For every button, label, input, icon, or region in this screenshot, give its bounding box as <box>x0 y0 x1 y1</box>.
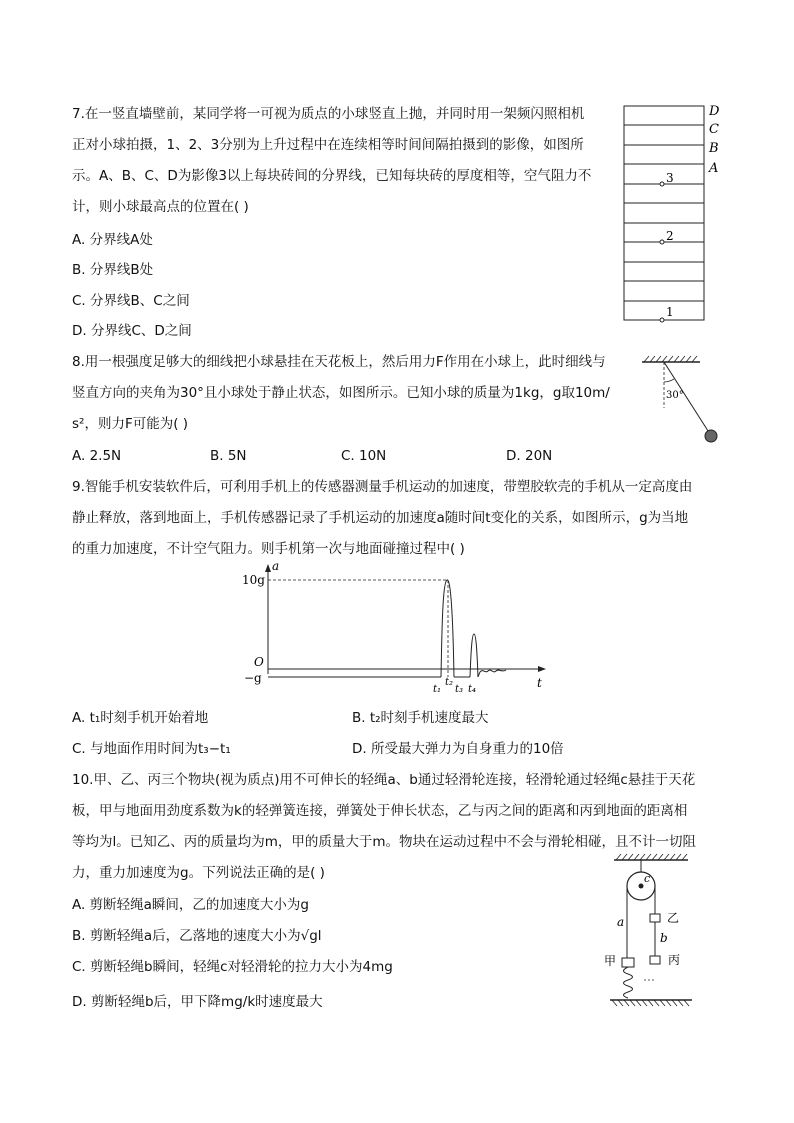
q10-label-jia: 甲 <box>604 954 617 968</box>
q8-line-2: 竖直方向的夹角为30°且小球处于静止状态，如图所示。已知小球的质量为1kg，g取10m/ <box>72 385 610 401</box>
q10-option-b: B. 剪断轻绳a后，乙落地的速度大小为√gl <box>72 928 322 944</box>
q9-tick-t1: t₁ <box>433 684 442 695</box>
q8-angle-label: 30° <box>666 390 684 401</box>
q7-label-a: A <box>709 161 719 176</box>
q7-brick-wall-figure <box>618 100 728 326</box>
q7-label-d: D <box>709 104 720 119</box>
q9-y-tick-neg-g: −g <box>244 671 262 685</box>
q7-image-3-dot <box>660 182 664 186</box>
q10-label-b: b <box>660 931 668 945</box>
q7-image-3-label: 3 <box>666 171 674 185</box>
q8-pendulum-figure <box>636 350 726 450</box>
q10-line-3: 等均为l。已知乙、丙的质量均为m，甲的质量大于m。物块在运动过程中不会与滑轮相碰，且不计一切阻 <box>72 834 697 850</box>
q8-option-c: C. 10N <box>341 448 387 464</box>
q9-option-a: A. t₁时刻手机开始着地 <box>72 710 209 726</box>
q10-option-c: C. 剪断轻绳b瞬间，轻绳c对轻滑轮的拉力大小为4mg <box>72 959 393 975</box>
q7-line-3: 示。A、B、C、D为影像3以上每块砖间的分界线，已知每块砖的厚度相等，空气阻力不 <box>72 168 592 184</box>
q10-label-a: a <box>617 915 625 929</box>
q7-option-d: D. 分界线C、D之间 <box>72 323 192 339</box>
q9-x-axis-label: t <box>537 676 542 690</box>
q8-option-b: B. 5N <box>210 448 247 464</box>
q9-line-1: 9.智能手机安装软件后，可利用手机上的传感器测量手机运动的加速度，带塑胶软壳的手机从一定高度由 <box>72 479 693 495</box>
q10-label-yi: 乙 <box>667 911 680 925</box>
q8-line-3: s²，则力F可能为( ) <box>72 416 189 432</box>
q7-line-4: 计，则小球最高点的位置在( ) <box>72 199 249 215</box>
q10-block-yi <box>650 914 660 922</box>
q9-origin-label: O <box>254 655 264 669</box>
q9-tick-t4: t₄ <box>468 684 477 695</box>
q10-pulley-figure <box>600 850 710 1010</box>
q7-label-c: C <box>709 122 719 137</box>
q8-option-d: D. 20N <box>506 448 553 464</box>
q9-option-d: D. 所受最大弹力为自身重力的10倍 <box>352 741 564 757</box>
q10-block-bing <box>650 956 660 964</box>
q10-line-1: 10.甲、乙、丙三个物块(视为质点)用不可伸长的轻绳a、b通过轻滑轮连接，轻滑轮通过轻绳c悬挂于天花 <box>72 772 696 788</box>
q10-option-a: A. 剪断轻绳a瞬间，乙的加速度大小为g <box>72 897 309 913</box>
q10-label-c: c <box>644 872 651 885</box>
q10-line-4: 力，重力加速度为g。下列说法正确的是( ) <box>72 865 325 881</box>
q10-spring <box>624 967 633 998</box>
q7-option-a: A. 分界线A处 <box>72 232 153 248</box>
q9-line-2: 静止释放，落到地面上，手机传感器记录了手机运动的加速度a随时间t变化的关系，如图所示，g为当地 <box>72 510 689 526</box>
q7-line-1: 7.在一竖直墙壁前，某同学将一可视为质点的小球竖直上抛，并同时用一架频闪照相机 <box>72 106 585 122</box>
q9-line-3: 的重力加速度，不计空气阻力。则手机第一次与地面碰撞过程中( ) <box>72 541 465 557</box>
q7-line-2: 正对小球拍摄，1、2、3分别为上升过程中在连续相等时间间隔拍摄到的影像，如图所 <box>72 137 584 153</box>
q9-tick-t2: t₂ <box>445 677 454 688</box>
q9-option-c: C. 与地面作用时间为t₃−t₁ <box>72 741 231 757</box>
q7-label-b: B <box>709 141 719 156</box>
q9-y-axis-label: a <box>272 560 280 573</box>
q10-line-2: 板，甲与地面用劲度系数为k的轻弹簧连接，弹簧处于伸长状态，乙与丙之间的距离和丙到地面的距离相 <box>72 803 688 819</box>
q8-ball <box>705 430 717 442</box>
q9-option-b: B. t₂时刻手机速度最大 <box>352 710 489 726</box>
q10-option-d: D. 剪断轻绳b后，甲下降mg/k时速度最大 <box>72 994 323 1010</box>
q9-tick-t3: t₃ <box>455 684 464 695</box>
q7-image-1-dot <box>660 318 664 322</box>
q7-image-2-label: 2 <box>666 229 674 243</box>
q7-image-2-dot <box>660 240 664 244</box>
q7-image-1-label: 1 <box>666 305 674 319</box>
q7-option-c: C. 分界线B、C之间 <box>72 293 190 309</box>
q10-block-jia <box>622 958 634 967</box>
q10-label-bing: 丙 <box>668 953 681 967</box>
q8-option-a: A. 2.5N <box>72 448 122 464</box>
q9-y-tick-10g: 10g <box>242 573 265 587</box>
q7-option-b: B. 分界线B处 <box>72 262 154 278</box>
q8-line-1: 8.用一根强度足够大的细线把小球悬挂在天花板上，然后用力F作用在小球上，此时细线与 <box>72 354 606 370</box>
q9-acceleration-time-graph <box>236 560 556 700</box>
